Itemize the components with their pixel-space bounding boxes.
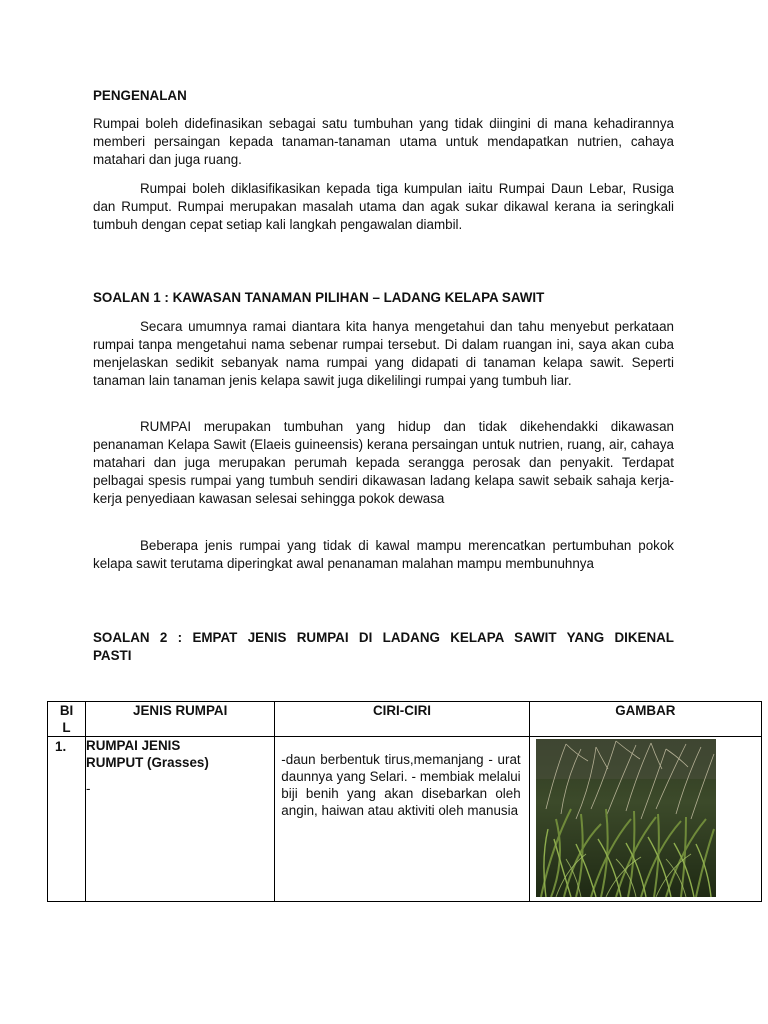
weed-type-extra: -	[86, 781, 91, 796]
header-bil-line1: BI	[59, 703, 74, 718]
row-number: 1.	[55, 739, 67, 754]
paragraph-soalan1-3: Beberapa jenis rumpai yang tidak di kawal mampu merencatkan pertumbuhan pokok kelapa sawit terutama diperingkat awal penanaman malahan mampu membunuhnya	[93, 538, 674, 571]
header-bil	[48, 702, 86, 737]
cell-ciri-ciri	[275, 737, 529, 902]
cell-bil	[48, 737, 86, 902]
paragraph-soalan1-1: Secara umumnya ramai diantara kita hanya mengetahui dan tahu menyebut perkataan rumpai tanpa mengetahui nama sebenar rumpai tersebut. Di dalam ruangan ini, saya akan cuba menjelaskan sedikit sebanyak nama rumpai yang didapati di tanaman kelapa sawit. Seperti tanaman lain tanaman jenis kelapa sawit juga dikelilingi rumpai yang tumbuh liar.	[93, 319, 674, 388]
cell-gambar	[529, 737, 761, 902]
header-ciri-ciri: CIRI-CIRI	[275, 702, 529, 737]
heading-soalan-2: SOALAN 2 : EMPAT JENIS RUMPAI DI LADANG KELAPA SAWIT YANG DIKENAL PASTI	[93, 630, 674, 663]
heading-soalan-1: SOALAN 1 : KAWASAN TANAMAN PILIHAN – LADANG KELAPA SAWIT	[93, 290, 545, 305]
grass-photo	[536, 739, 716, 897]
weed-type-line2: RUMPUT (Grasses)	[86, 755, 209, 770]
header-jenis-rumpai: JENIS RUMPAI	[86, 702, 275, 737]
cell-jenis-rumpai	[86, 737, 275, 902]
paragraph-pengenalan-1: Rumpai boleh didefinasikan sebagai satu tumbuhan yang tidak diingini di mana kehadirannya memberi persaingan kepada tanaman-tanaman utama untuk mendapatkan nutrien, cahaya matahari dan juga ruang.	[93, 116, 674, 167]
weeds-table	[47, 701, 762, 902]
header-gambar: GAMBAR	[529, 702, 761, 737]
paragraph-pengenalan-2: Rumpai boleh diklasifikasikan kepada tiga kumpulan iaitu Rumpai Daun Lebar, Rusiga dan Rumput. Rumpai merupakan masalah utama dan agak sukar dikawal kerana ia seringkali tumbuh dengan cepat setiap kali langkah pengawalan diambil.	[93, 181, 674, 232]
weed-characteristics: -daun berbentuk tirus,memanjang - urat daunnya yang Selari. - membiak melalui biji benih yang akan disebarkan oleh angin, haiwan atau aktiviti oleh manusia	[281, 752, 521, 818]
header-bil-line2: L	[62, 720, 71, 735]
table-row	[48, 737, 762, 902]
paragraph-soalan1-2: RUMPAI merupakan tumbuhan yang hidup dan tidak dikehendakki dikawasan penanaman Kelapa Sawit (Elaeis guineensis) kerana persaingan untuk nutrien, ruang, air, cahaya matahari dan juga merupakan perumah kepada serangga perosak dan penyakit. Terdapat pelbagai spesis rumpai yang tumbuh sendiri dikawasan ladang kelapa sawit sebaik sahaja kerja-kerja penyediaan kawasan selesai sehingga pokok dewasa	[93, 419, 674, 506]
table-header-row	[48, 702, 762, 737]
heading-pengenalan: PENGENALAN	[93, 88, 187, 103]
weed-type-line1: RUMPAI JENIS	[86, 738, 181, 753]
